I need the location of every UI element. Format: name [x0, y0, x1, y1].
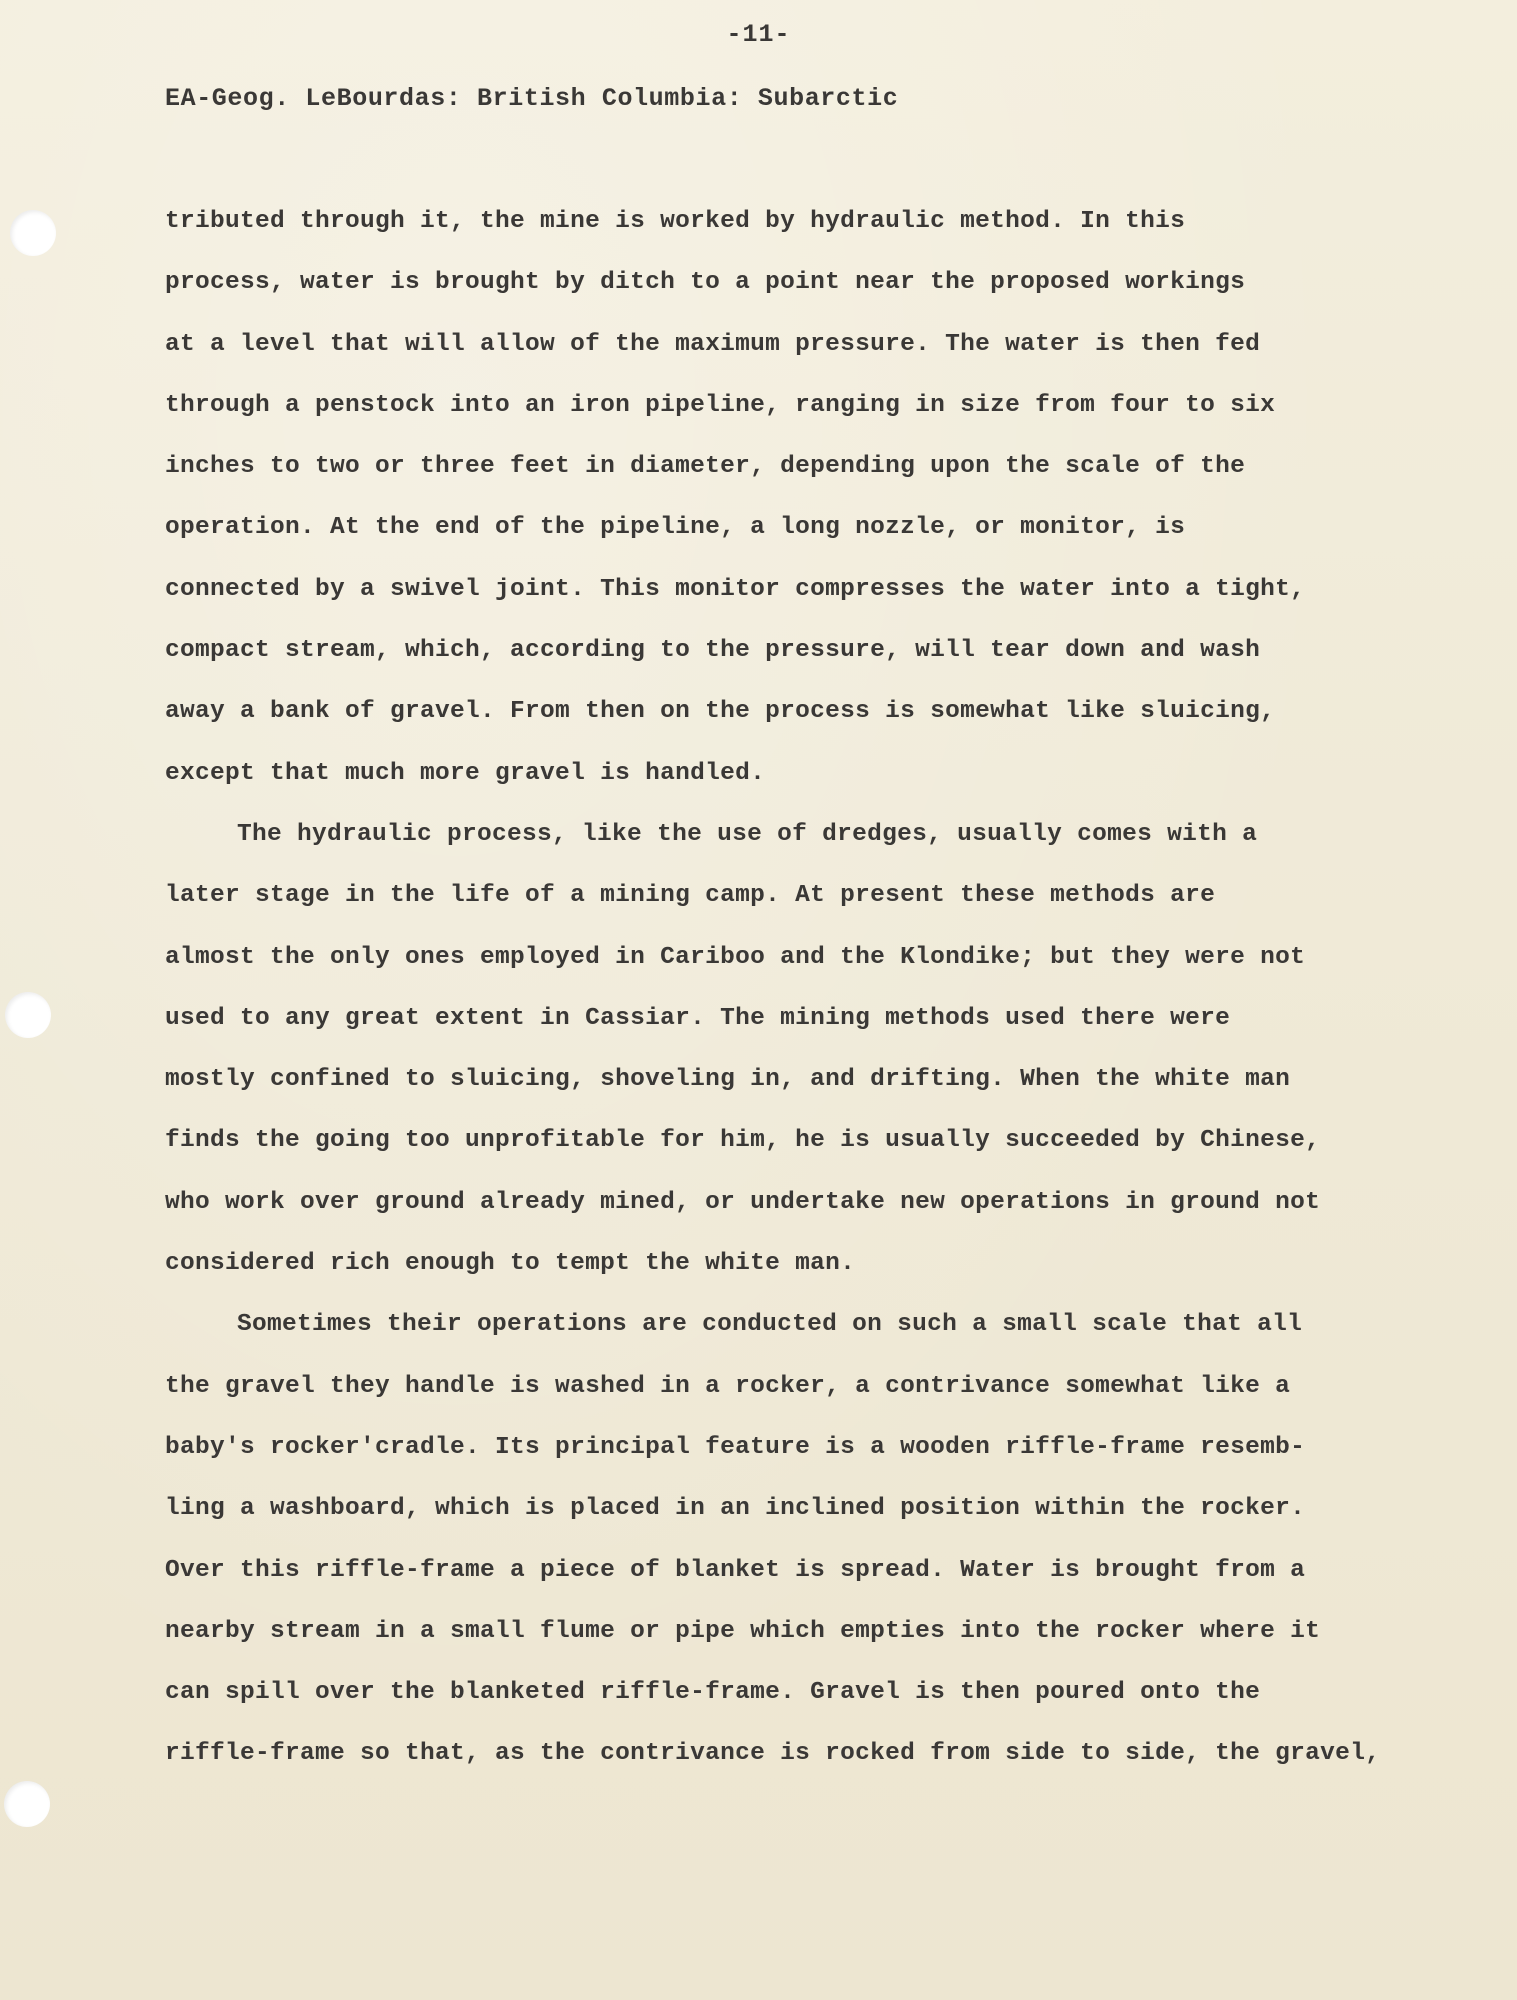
punch-hole-middle — [5, 992, 51, 1038]
text-line: The hydraulic process, like the use of dredges, usually comes with a — [237, 820, 1258, 848]
punch-hole-bottom — [4, 1781, 50, 1827]
text-line: inches to two or three feet in diameter, depending upon the scale of the — [165, 453, 1246, 481]
text-line: away a bank of gravel. From then on the process is somewhat like sluicing, — [165, 698, 1276, 726]
text-line: the gravel they handle is washed in a rocker, a contrivance somewhat like a — [165, 1372, 1291, 1400]
text-line: process, water is brought by ditch to a point near the proposed workings — [165, 269, 1246, 297]
punch-hole-top — [10, 210, 56, 256]
text-line: riffle-frame so that, as the contrivance is rocked from side to side, the gravel, — [165, 1740, 1381, 1768]
body-text — [165, 202, 1405, 1796]
text-line: Sometimes their operations are conducted on such a small scale that all — [237, 1311, 1303, 1339]
text-line: ling a washboard, which is placed in an inclined position within the rocker. — [165, 1495, 1306, 1523]
text-line: operation. At the end of the pipeline, a long nozzle, or monitor, is — [165, 514, 1186, 542]
document-header: EA-Geog. LeBourdas: British Columbia: Subarctic — [165, 84, 899, 113]
text-line: except that much more gravel is handled. — [165, 759, 766, 787]
text-line: compact stream, which, according to the pressure, will tear down and wash — [165, 637, 1261, 665]
text-line: considered rich enough to tempt the white man. — [165, 1250, 856, 1278]
text-line: through a penstock into an iron pipeline, ranging in size from four to six — [165, 391, 1276, 419]
text-line: can spill over the blanketed riffle-frame. Gravel is then poured onto the — [165, 1679, 1261, 1707]
text-line: nearby stream in a small flume or pipe which empties into the rocker where it — [165, 1617, 1321, 1645]
text-line: tributed through it, the mine is worked by hydraulic method. In this — [165, 208, 1186, 235]
text-line: almost the only ones employed in Cariboo and the Klondike; but they were not — [165, 943, 1306, 971]
text-line: used to any great extent in Cassiar. The mining methods used there were — [165, 1004, 1231, 1032]
text-line: connected by a swivel joint. This monitor compresses the water into a tight, — [165, 575, 1306, 603]
text-line: finds the going too unprofitable for him, he is usually succeeded by Chinese, — [165, 1127, 1321, 1155]
text-line: who work over ground already mined, or undertake new operations in ground not — [165, 1188, 1321, 1216]
text-line: at a level that will allow of the maximum pressure. The water is then fed — [165, 330, 1261, 358]
text-line: Over this riffle-frame a piece of blanket is spread. Water is brought from a — [165, 1556, 1306, 1584]
text-line: later stage in the life of a mining camp. At present these methods are — [165, 882, 1216, 910]
page-number: -11- — [726, 20, 791, 49]
text-line: baby's rocker'cradle. Its principal feature is a wooden riffle-frame resemb- — [165, 1433, 1306, 1461]
text-line: mostly confined to sluicing, shoveling in, and drifting. When the white man — [165, 1066, 1291, 1094]
